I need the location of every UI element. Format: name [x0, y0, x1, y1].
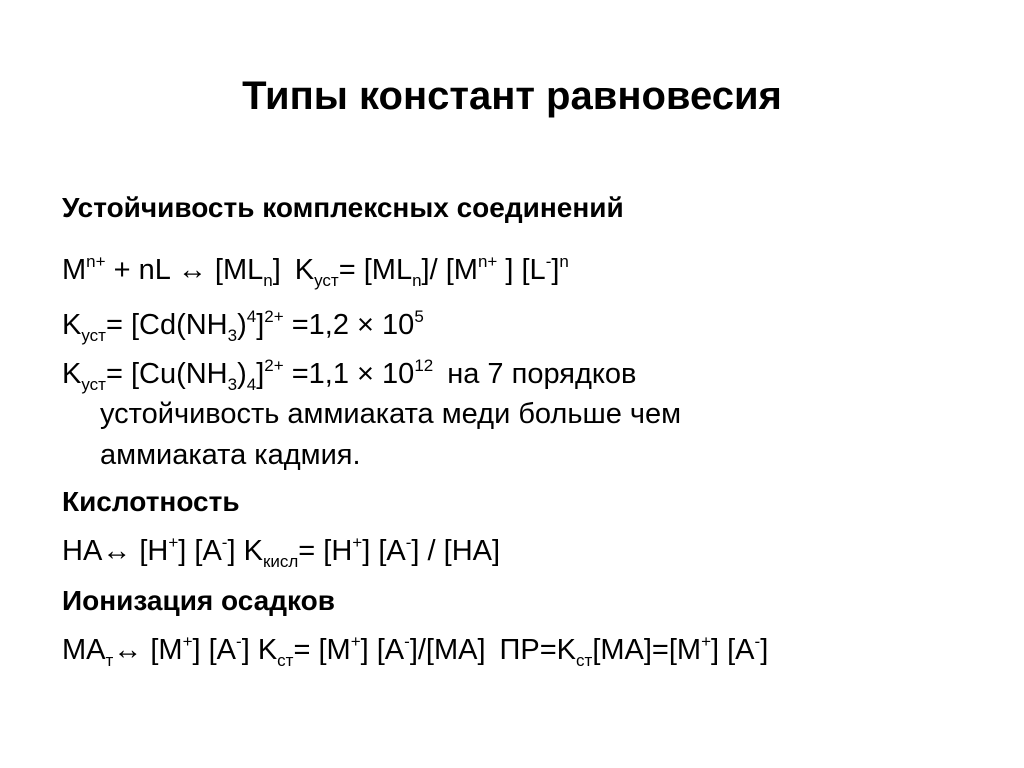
heading-acidity: Кислотность	[62, 486, 240, 517]
heading-ionization: Ионизация осадков	[62, 585, 335, 616]
heading-stability: Устойчивость комплексных соединений	[62, 192, 624, 223]
equation-acidity: HA↔ [H+] [A-] $K_{кисл}= [H^+]$ [A-] / [HA]	[62, 533, 501, 571]
stability-note-line-2: аммиаката кадмия.	[100, 439, 361, 471]
equation-ionization: $MA_т\leftrightarrow$ [M+] [A-] $K_{ст}= [M^+]$ [A-]/[MA] $ПР=K_{ст}[MA]=[M^+]$ [A-]	[62, 632, 769, 670]
equation-cd-ammine: $K_{уст}= [Cd(NH_3)^4]^{2+} =1,2 \times 10^5$	[62, 307, 424, 345]
equation-complex-formation: $M^{n+}$ + nL ↔ $[ML_n]$ $K_{уст}= [ML_n]/$ [$M^{n+}$ ] $[L^-]^n$	[62, 252, 569, 290]
slide-title: Типы констант равновесия	[242, 74, 782, 118]
equation-cu-ammine: $K_{уст}= [Cu(NH_3)_4]^{2+} =1,1 \times 10^{12}$ на 7 порядков	[62, 356, 637, 394]
stability-note-line-1: устойчивость аммиаката меди больше чем	[100, 398, 682, 430]
